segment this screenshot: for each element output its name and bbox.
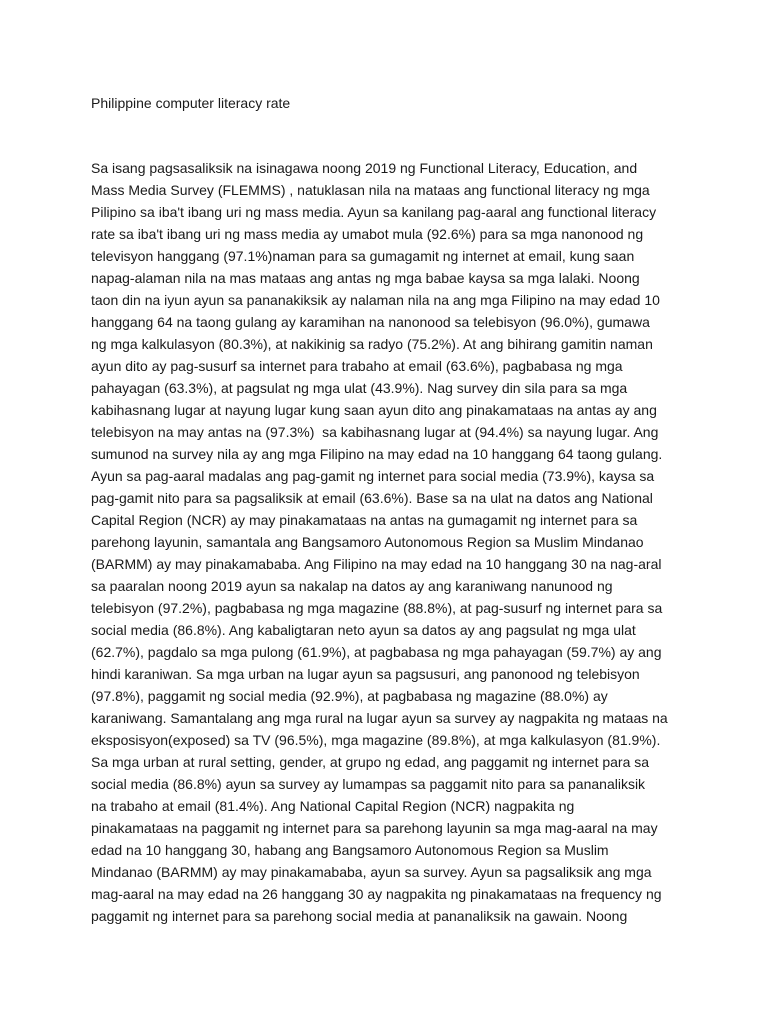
- body-line: telebisyon na may antas na (97.3%) sa kabihasnang lugar at (94.4%) sa nayung lugar. Ang: [91, 424, 659, 440]
- body-line: telebisyon (97.2%), pagbabasa ng mga magazine (88.8%), at pag-susurf ng internet para sa: [91, 600, 663, 616]
- body-line: (BARMM) ay may pinakamababa. Ang Filipino na may edad na 10 hanggang 30 na nag-aral: [91, 556, 662, 572]
- body-line: (97.8%), paggamit ng social media (92.9%), at pagbabasa ng magazine (88.0%) ay: [91, 688, 608, 704]
- body-line: pahayagan (63.3%), at pagsulat ng mga ulat (43.9%). Nag survey din sila para sa mga: [91, 380, 628, 396]
- body-line: napag-alaman nila na mas mataas ang antas ng mga babae kaysa sa mga lalaki. Noong: [91, 270, 640, 286]
- body-line: ayun dito ay pag-susurf sa internet para trabaho at email (63.6%), pagbabasa ng mga: [91, 358, 623, 374]
- body-line: Mindanao (BARMM) ay may pinakamababa, ayun sa survey. Ayun sa pagsaliksik ang mga: [91, 864, 652, 880]
- body-line: Capital Region (NCR) ay may pinakamataas na antas na gumagamit ng internet para sa: [91, 512, 638, 528]
- body-line: Ayun sa pag-aaral madalas ang pag-gamit ng internet para social media (73.9%), kaysa sa: [91, 468, 655, 484]
- body-line: edad na 10 hanggang 30, habang ang Bangsamoro Autonomous Region sa Muslim: [91, 842, 609, 858]
- body-line: taon din na iyun ayun sa pananakiksik ay nalaman nila na ang mga Filipino na may edad 10: [91, 292, 660, 308]
- body-line: Sa mga urban at rural setting, gender, at grupo ng edad, ang paggamit ng internet para sa: [91, 754, 650, 770]
- body-line: hindi karaniwan. Sa mga urban na lugar ayun sa pagsusuri, ang panonood ng telebisyon: [91, 666, 640, 682]
- body-line: parehong layunin, samantala ang Bangsamoro Autonomous Region sa Muslim Mindanao: [91, 534, 644, 550]
- document-title: Philippine computer literacy rate: [91, 95, 291, 111]
- body-line: pinakamataas na paggamit ng internet para sa parehong layunin sa mga mag-aaral na may: [91, 820, 658, 836]
- body-line: (62.7%), pagdalo sa mga pulong (61.9%), at pagbabasa ng mga pahayagan (59.7%) ay ang: [91, 644, 662, 660]
- body-line: pag-gamit nito para sa pagsaliksik at email (63.6%). Base sa na ulat na datos ang National: [91, 490, 653, 506]
- body-line: Mass Media Survey (FLEMMS) , natuklasan nila na mataas ang functional literacy ng mga: [91, 182, 650, 198]
- body-line: Sa isang pagsasaliksik na isinagawa noong 2019 ng Functional Literacy, Education, and: [91, 160, 638, 176]
- body-line: televisyon hanggang (97.1%)naman para sa gumagamit ng internet at email, kung saan: [91, 248, 635, 264]
- body-line: sa paaralan noong 2019 ayun sa nakalap na datos ay ang karaniwang nanunood ng: [91, 578, 613, 594]
- body-line: karaniwang. Samantalang ang mga rural na lugar ayun sa survey ay nagpakita ng mataas na: [91, 710, 668, 726]
- body-line: social media (86.8%). Ang kabaligtaran neto ayun sa datos ay ang pagsulat ng mga ulat: [91, 622, 636, 638]
- body-line: paggamit ng internet para sa parehong social media at pananaliksik na gawain. Noong: [91, 908, 628, 924]
- body-line: na trabaho at email (81.4%). Ang National Capital Region (NCR) nagpakita ng: [91, 798, 575, 814]
- body-line: hanggang 64 na taong gulang ay karamihan na nanonood sa telebisyon (96.0%), gumawa: [91, 314, 650, 330]
- body-line: ng mga kalkulasyon (80.3%), at nakikinig sa radyo (75.2%). At ang bihirang gamitin naman: [91, 336, 653, 352]
- document-body: [91, 157, 691, 927]
- body-line: kabihasnang lugar at nayung lugar kung saan ayun dito ang pinakamataas na antas ay ang: [91, 402, 657, 418]
- body-line: eksposisyon(exposed) sa TV (96.5%), mga magazine (89.8%), at mga kalkulasyon (81.9%).: [91, 732, 661, 748]
- body-line: sumunod na survey nila ay ang mga Filipino na may edad na 10 hanggang 64 taong gulang.: [91, 446, 663, 462]
- body-line: social media (86.8%) ayun sa survey ay lumampas sa paggamit nito para sa pananaliksik: [91, 776, 646, 792]
- body-line: Pilipino sa iba't ibang uri ng mass media. Ayun sa kanilang pag-aaral ang functional literacy: [91, 204, 657, 220]
- body-line: mag-aaral na may edad na 26 hanggang 30 ay nagpakita ng pinakamataas na frequency ng: [91, 886, 662, 902]
- body-line: rate sa iba't ibang uri ng mass media ay umabot mula (92.6%) para sa mga nanonood ng: [91, 226, 644, 242]
